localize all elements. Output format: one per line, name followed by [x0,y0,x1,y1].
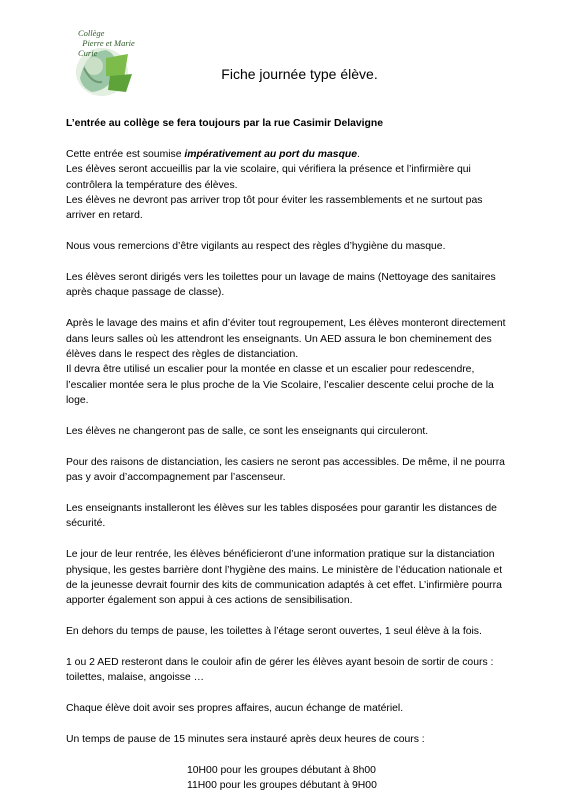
logo-text: Collège Pierre et Marie Curie [78,28,135,58]
paragraph-aed: 1 ou 2 AED resteront dans le couloir afin de gérer les élèves ayant besoin de sortir de cours : toilettes, malaise, angoisse … [66,657,494,684]
paragraph-toilets: En dehors du temps de pause, les toilettes à l’étage seront ouvertes, 1 seul élève à la fois. [66,626,482,638]
schedule-item: 11H00 pour les groupes débutant à 9H00 [187,780,377,792]
paragraph-materials: Chaque élève doit avoir ses propres affaires, aucun échange de matériel. [66,703,404,715]
paragraph-lockers: Pour des raisons de distanciation, les casiers ne seront pas accessibles. De même, il ne pourra pas y avoir d’accompagnement par l’ascenseur. [66,456,505,484]
document-body [66,116,508,794]
paragraph-welcome: Les élèves seront accueillis par la vie scolaire, qui vérifiera la présence et l’infirmière qui contrôlera la température des élèves. [66,164,471,191]
paragraph-break: Un temps de pause de 15 minutes sera instauré après deux heures de cours : [66,734,425,746]
paragraph-stairs: Il devra être utilisé un escalier pour la montée en classe et un escalier pour redescendre, l’escalier montée sera le plus proche de la Vie Scolaire, l’escalier descente celui proche de la loge. [66,364,494,407]
mask-tail: . [357,148,360,160]
mask-emphasis: impérativement au port du masque [184,148,358,160]
schedule-item: 10H00 pour les groupes débutant à 8h00 [187,764,376,776]
paragraph-seating: Les enseignants installeront les élèves sur les tables disposées pour garantir les distances de sécurité. [66,503,497,530]
paragraph-handwash: Les élèves seront dirigés vers les toilettes pour un lavage de mains (Nettoyage des sanitaires après chaque passage de classe). [66,272,496,299]
entrance-heading: L’entrée au collège se fera toujours par la rue Casimir Delavigne [66,118,384,129]
paragraph-hygiene: Nous vous remercions d’être vigilants au respect des règles d’hygiène du masque. [66,241,446,253]
page-title: Fiche journée type élève. [221,66,378,82]
college-logo [66,28,150,102]
paragraph-information: Le jour de leur rentrée, les élèves bénéficieront d’une information pratique sur la distanciation physique, les gestes barrière dont l’hygiène des mains. Le ministère de l’éducation nationale et de la jeunesse devrait fournir des kits de communication adaptés à cet effet. L’infirmière pourra apporter également son appui à ces actions de sensibilisation. [66,549,503,607]
paragraph-arrival: Les élèves ne devront pas arriver trop tôt pour éviter les rassemblements et ne surtout pas arriver en retard. [66,195,483,222]
paragraph-mask [66,147,508,162]
paragraph-rooms: Les élèves ne changeront pas de salle, ce sont les enseignants qui circuleront. [66,426,429,438]
mask-lead: Cette entrée est soumise [66,148,185,160]
paragraph-classrooms: Après le lavage des mains et afin d’éviter tout regroupement, Les élèves monteront directement dans leurs salles où les attendront les enseignants. Un AED assura le bon cheminement des élèves dans le respect des règles de distanciation. [66,318,506,361]
